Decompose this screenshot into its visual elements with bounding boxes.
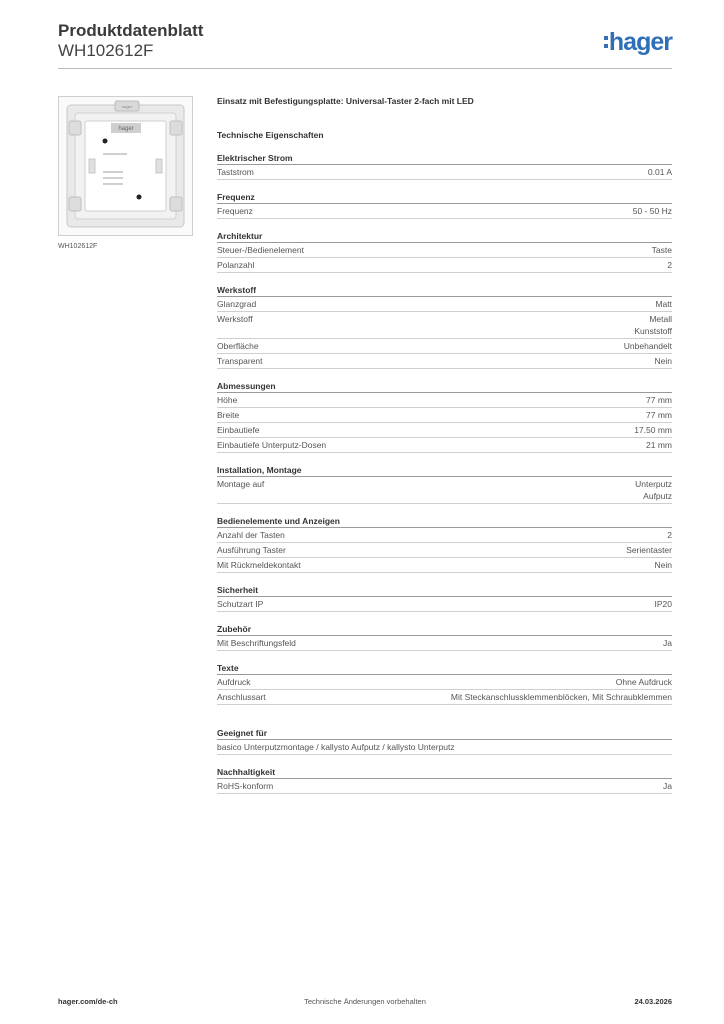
spec-value-line: 50 - 50 Hz [632, 206, 672, 216]
logo-text: hager [608, 28, 672, 56]
spec-value-line: Metall [649, 314, 672, 324]
spec-label: Breite [217, 410, 240, 420]
spec-row [217, 312, 672, 339]
spec-row [217, 393, 672, 408]
section-title: Frequenz [217, 191, 672, 204]
spec-value [655, 598, 673, 610]
image-brand-label: hager [118, 126, 134, 132]
spec-label: Schutzart IP [217, 599, 264, 609]
spec-label: Glanzgrad [217, 299, 257, 309]
product-number: WH102612F [58, 41, 154, 60]
spec-section [217, 191, 672, 219]
spec-value [655, 298, 672, 310]
spec-value [667, 529, 672, 541]
spec-value [663, 637, 672, 649]
document-title: Produktdatenblatt [58, 21, 204, 40]
spec-label: Werkstoff [217, 314, 253, 324]
spec-value-line: 2 [667, 530, 672, 540]
section-title: Zubehör [217, 623, 672, 636]
spec-section [217, 284, 672, 369]
spec-row [217, 675, 672, 690]
spec-label: Frequenz [217, 206, 253, 216]
spec-value-line: Nein [654, 560, 672, 570]
spec-row [217, 528, 672, 543]
spec-value-line: Ja [663, 638, 672, 648]
spec-row [217, 690, 672, 705]
spec-row [217, 408, 672, 423]
spec-value-line: 77 mm [646, 395, 672, 405]
spec-value-line: Matt [655, 299, 672, 309]
spec-section [217, 662, 672, 705]
spec-value-line: Unterputz [635, 479, 672, 489]
spec-section [217, 623, 672, 651]
spec-value [646, 394, 672, 406]
spec-value [652, 244, 672, 256]
spec-row [217, 243, 672, 258]
spec-section [217, 152, 672, 180]
product-name: Einsatz mit Befestigungsplatte: Universal-Taster 2-fach mit LED [217, 96, 474, 106]
spec-label: Montage auf [217, 479, 265, 489]
section-title: Geeignet für [217, 727, 672, 740]
switch-insert-icon [59, 97, 192, 235]
spec-row [217, 204, 672, 219]
spec-value [635, 478, 672, 502]
spec-row [217, 779, 672, 794]
spec-value [616, 676, 672, 688]
section-title: Bedienelemente und Anzeigen [217, 515, 672, 528]
spec-row [217, 339, 672, 354]
spec-row [217, 297, 672, 312]
image-tab-label: hager [121, 104, 133, 109]
spec-value-line: Ja [663, 781, 672, 791]
spec-value-line: Serientaster [626, 545, 672, 555]
spec-sections [217, 152, 672, 794]
spec-value-line: Taste [651, 245, 672, 255]
spec-row [217, 636, 672, 651]
spec-value [451, 691, 672, 703]
section-title: Sicherheit [217, 584, 672, 597]
spec-value [646, 409, 672, 421]
spec-value [667, 259, 672, 271]
spec-section [217, 766, 672, 794]
spec-label: Oberfläche [217, 341, 259, 351]
spec-value-line: Nein [654, 356, 672, 366]
spec-value-line: 2 [667, 260, 672, 270]
spec-row [217, 558, 672, 573]
spec-label: Ausführung Taster [217, 545, 286, 555]
spec-section [217, 464, 672, 504]
section-title: Architektur [217, 230, 672, 243]
spec-value [663, 780, 672, 792]
spec-value-line: Kunststoff [634, 326, 672, 336]
spec-value [634, 424, 672, 436]
spec-row [217, 423, 672, 438]
spec-label: Einbautiefe Unterputz-Dosen [217, 440, 327, 450]
spec-row [217, 740, 672, 755]
spec-section [217, 584, 672, 612]
spec-value-line: 0.01 A [647, 167, 672, 177]
spec-value-line: Mit Steckanschlussklemmenblöcken, Mit Schraubklemmen [450, 692, 672, 702]
footer-disclaimer: Technische Änderungen vorbehalten [304, 997, 426, 1006]
hager-logo[interactable] [604, 28, 672, 56]
spec-label: Transparent [217, 356, 263, 366]
spec-label: Mit Beschriftungsfeld [217, 638, 296, 648]
section-title: Abmessungen [217, 380, 672, 393]
spec-label: basico Unterputzmontage / kallysto Aufputz / kallysto Unterputz [217, 742, 455, 752]
tech-heading: Technische Eigenschaften [217, 130, 324, 140]
spec-label: Höhe [217, 395, 238, 405]
spec-label: Polanzahl [217, 260, 255, 270]
spec-row [217, 354, 672, 369]
spec-label: Taststrom [217, 167, 254, 177]
spec-row [217, 258, 672, 273]
spec-value-line: Aufputz [643, 491, 672, 501]
spec-label: RoHS-konform [217, 781, 274, 791]
spec-value [624, 340, 672, 352]
logo-colon-icon [604, 36, 608, 48]
footer-website-link[interactable]: hager.com/de-ch [58, 997, 118, 1006]
spec-content [217, 95, 672, 794]
spec-value-line: Unbehandelt [623, 341, 672, 351]
spec-value-line: Ohne Aufdruck [615, 677, 672, 687]
spec-row [217, 597, 672, 612]
spec-section [217, 515, 672, 573]
spec-label: Steuer-/Bedienelement [217, 245, 304, 255]
spec-value [633, 205, 672, 217]
spec-row [217, 477, 672, 504]
section-title: Nachhaltigkeit [217, 766, 672, 779]
section-title: Texte [217, 662, 672, 675]
spec-value [655, 355, 672, 367]
spec-value [634, 313, 672, 337]
footer-date: 24.03.2026 [634, 997, 672, 1006]
product-image-caption: WH102612F [58, 243, 98, 250]
spec-value-line: 21 mm [646, 440, 672, 450]
product-image [58, 96, 193, 236]
spec-label: Aufdruck [217, 677, 251, 687]
spec-row [217, 165, 672, 180]
spec-label: Anschlussart [217, 692, 266, 702]
spec-label: Mit Rückmeldekontakt [217, 560, 301, 570]
header-divider [58, 68, 672, 69]
section-title: Werkstoff [217, 284, 672, 297]
spec-section [217, 727, 672, 755]
spec-row [217, 438, 672, 453]
spec-value [626, 544, 672, 556]
section-title: Elektrischer Strom [217, 152, 672, 165]
spec-section [217, 380, 672, 453]
spec-section [217, 230, 672, 273]
spec-value [648, 166, 672, 178]
spec-value-line: 17.50 mm [634, 425, 672, 435]
spec-row [217, 543, 672, 558]
section-title: Installation, Montage [217, 464, 672, 477]
spec-value [646, 439, 672, 451]
spec-value-line: IP20 [654, 599, 672, 609]
spec-value [655, 559, 672, 571]
spec-value-line: 77 mm [646, 410, 672, 420]
page-header [58, 20, 672, 68]
spec-label: Anzahl der Tasten [217, 530, 285, 540]
spec-label: Einbautiefe [217, 425, 260, 435]
